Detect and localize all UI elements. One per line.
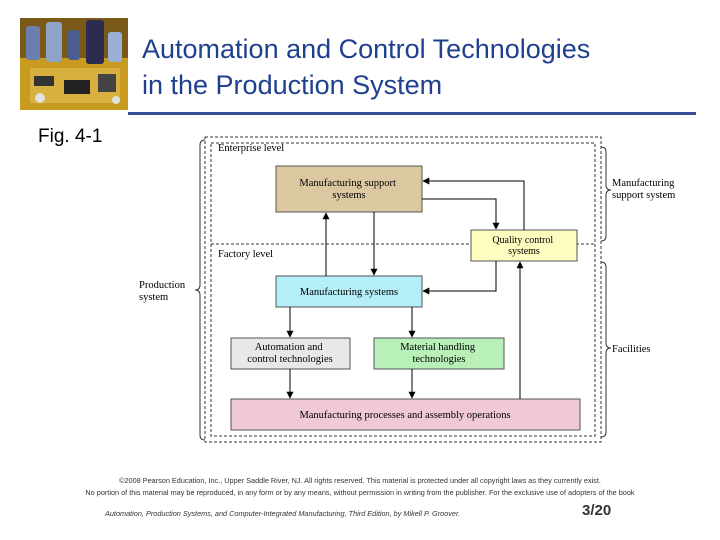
copyright-line-1: ©2008 Pearson Education, Inc., Upper Saddle River, NJ. All rights reserved. This material is protected under all copyright laws as they currently exist. — [119, 476, 601, 485]
support-systems-box — [276, 166, 422, 212]
arrow-quality-to-support — [423, 181, 524, 230]
manufacturing-support-system-label: Manufacturing support system — [612, 178, 676, 201]
copyright-line-2: No portion of this material may be reproduced, in any form or by any means, without permission in writing from the publisher. For the exclusive use of adopters of the book — [85, 488, 635, 497]
support-systems-label: Manufacturing support systems — [299, 178, 396, 201]
slide-title-line-1: Automation and Control Technologies — [142, 34, 591, 64]
automation-control-label: Automation and control technologies — [247, 342, 333, 365]
material-handling-label: Material handling technologies — [400, 342, 476, 365]
factory-level-label: Factory level — [218, 249, 274, 260]
figure-label: Fig. 4-1 — [38, 126, 103, 147]
arrow-support-to-quality — [422, 199, 496, 229]
slide-number: 3/20 — [582, 502, 612, 519]
brace-production-system — [195, 140, 205, 440]
arrow-quality-to-mfg — [423, 261, 496, 291]
processes-label: Manufacturing processes and assembly operations — [299, 410, 511, 421]
slide-title-line-2: in the Production System — [142, 70, 443, 100]
brace-support-system — [601, 147, 611, 241]
production-system-label: Production system — [139, 280, 186, 303]
book-citation: Automation, Production Systems, and Computer-Integrated Manufacturing, Third Edition, by Mikell P. Groover. — [105, 509, 461, 518]
quality-control-label: Quality control systems — [492, 235, 554, 257]
enterprise-level-label: Enterprise level — [218, 143, 285, 154]
facilities-label: Facilities — [612, 344, 651, 355]
manufacturing-systems-label: Manufacturing systems — [299, 287, 399, 298]
brace-facilities — [601, 262, 611, 437]
